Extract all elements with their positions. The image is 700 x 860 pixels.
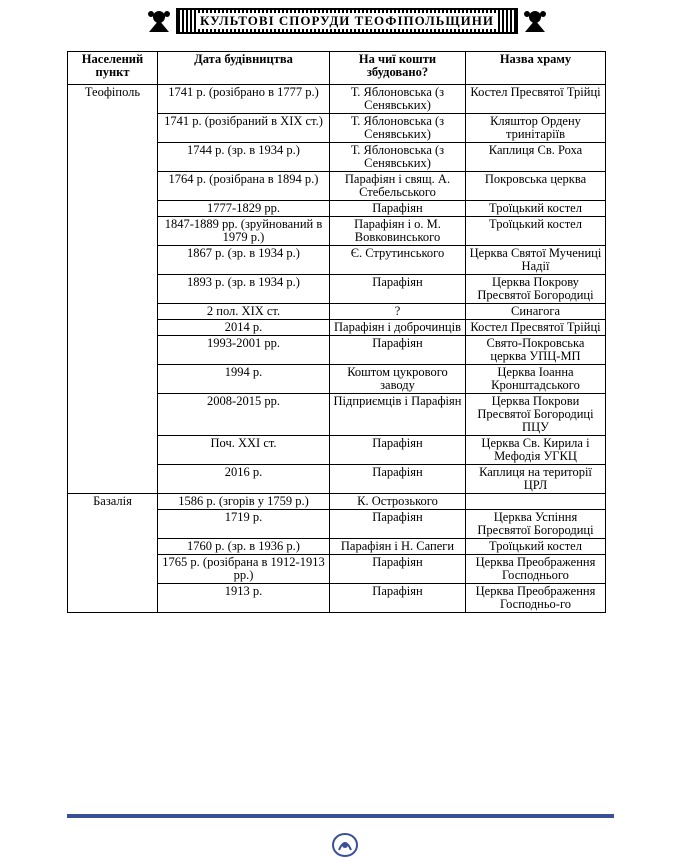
table-row	[68, 85, 606, 114]
ornament-icon	[522, 8, 548, 34]
banner-title: КУЛЬТОВІ СПОРУДИ ТЕОФІПОЛЬЩИНИ	[196, 13, 498, 29]
header-funded-by: На чиї кошти збудовано?	[330, 52, 466, 85]
date-cell: 2 пол. XIX ст.	[158, 304, 330, 320]
date-cell: 1867 р. (зр. в 1934 р.)	[158, 246, 330, 275]
date-cell: Поч. XXI ст.	[158, 436, 330, 465]
date-cell: 1777-1829 рр.	[158, 201, 330, 217]
funded-by-cell: Підприємців і Парафіян	[330, 394, 466, 436]
funded-by-cell: Парафіян і Н. Сапеги	[330, 539, 466, 555]
name-cell: Церква Св. Кирила і Мефодія УГКЦ	[466, 436, 606, 465]
funded-by-cell: Парафіян і доброчинців	[330, 320, 466, 336]
footer-divider	[67, 814, 614, 818]
date-cell: 1586 р. (згорів у 1759 р.)	[158, 494, 330, 510]
funded-by-cell: Парафіян	[330, 436, 466, 465]
emblem-icon	[330, 832, 360, 858]
funded-by-cell: Парафіян	[330, 465, 466, 494]
table-body	[68, 85, 606, 613]
date-cell: 1994 р.	[158, 365, 330, 394]
name-cell: Церква Преображення Господньо-го	[466, 584, 606, 613]
name-cell: Церква Покрову Пресвятої Богородиці	[466, 275, 606, 304]
date-cell: 1847-1889 рр. (зруйнований в 1979 р.)	[158, 217, 330, 246]
name-cell: Церква Святої Мучениці Надії	[466, 246, 606, 275]
header-name: Назва храму	[466, 52, 606, 85]
name-cell: Троїцький костел	[466, 201, 606, 217]
funded-by-cell: Парафіян	[330, 201, 466, 217]
date-cell: 1760 р. (зр. в 1936 р.)	[158, 539, 330, 555]
name-cell	[466, 494, 606, 510]
funded-by-cell: Парафіян	[330, 510, 466, 539]
name-cell: Свято-Покровська церква УПЦ-МП	[466, 336, 606, 365]
name-cell: Костел Пресвятої Трійці	[466, 85, 606, 114]
date-cell: 1893 р. (зр. в 1934 р.)	[158, 275, 330, 304]
name-cell: Церква Покрови Пресвятої Богородиці ПЦУ	[466, 394, 606, 436]
name-cell: Троїцький костел	[466, 539, 606, 555]
funded-by-cell: Коштом цукрового заводу	[330, 365, 466, 394]
table-header-row	[68, 52, 606, 85]
place-cell: Базалія	[68, 494, 158, 613]
funded-by-cell: К. Острозького	[330, 494, 466, 510]
date-cell: 2016 р.	[158, 465, 330, 494]
funded-by-cell: Т. Яблоновська (з Сенявських)	[330, 114, 466, 143]
date-cell: 1744 р. (зр. в 1934 р.)	[158, 143, 330, 172]
header-date: Дата будівництва	[158, 52, 330, 85]
name-cell: Каплиця Св. Роха	[466, 143, 606, 172]
funded-by-cell: Парафіян і свящ. А. Стебельського	[330, 172, 466, 201]
date-cell: 1764 р. (розібрана в 1894 р.)	[158, 172, 330, 201]
date-cell: 1913 р.	[158, 584, 330, 613]
ornament-icon	[146, 8, 172, 34]
name-cell: Церква Успіння Пресвятої Богородиці	[466, 510, 606, 539]
name-cell: Церква Іоанна Кронштадського	[466, 365, 606, 394]
funded-by-cell: Парафіян	[330, 275, 466, 304]
name-cell: Покровська церква	[466, 172, 606, 201]
churches-table	[67, 51, 606, 613]
name-cell: Костел Пресвятої Трійці	[466, 320, 606, 336]
funded-by-cell: Є. Струтинського	[330, 246, 466, 275]
page-banner	[146, 6, 548, 36]
name-cell: Синагога	[466, 304, 606, 320]
funded-by-cell: Парафіян	[330, 584, 466, 613]
table-row	[68, 494, 606, 510]
date-cell: 1719 р.	[158, 510, 330, 539]
name-cell: Каплиця на території ЦРЛ	[466, 465, 606, 494]
funded-by-cell: Парафіян	[330, 336, 466, 365]
place-cell: Теофіполь	[68, 85, 158, 494]
funded-by-cell: Т. Яблоновська (з Сенявських)	[330, 143, 466, 172]
funded-by-cell: Т. Яблоновська (з Сенявських)	[330, 85, 466, 114]
date-cell: 1741 р. (розібраний в XIX ст.)	[158, 114, 330, 143]
name-cell: Троїцький костел	[466, 217, 606, 246]
header-place: Населений пункт	[68, 52, 158, 85]
date-cell: 2008-2015 рр.	[158, 394, 330, 436]
banner-title-box	[176, 8, 518, 34]
date-cell: 2014 р.	[158, 320, 330, 336]
date-cell: 1765 р. (розібрана в 1912-1913 рр.)	[158, 555, 330, 584]
funded-by-cell: Парафіян	[330, 555, 466, 584]
date-cell: 1741 р. (розібрано в 1777 р.)	[158, 85, 330, 114]
name-cell: Церква Преображення Господнього	[466, 555, 606, 584]
name-cell: Кляштор Ордену тринітаріїв	[466, 114, 606, 143]
date-cell: 1993-2001 рр.	[158, 336, 330, 365]
funded-by-cell: ?	[330, 304, 466, 320]
funded-by-cell: Парафіян і о. М. Вовковинського	[330, 217, 466, 246]
